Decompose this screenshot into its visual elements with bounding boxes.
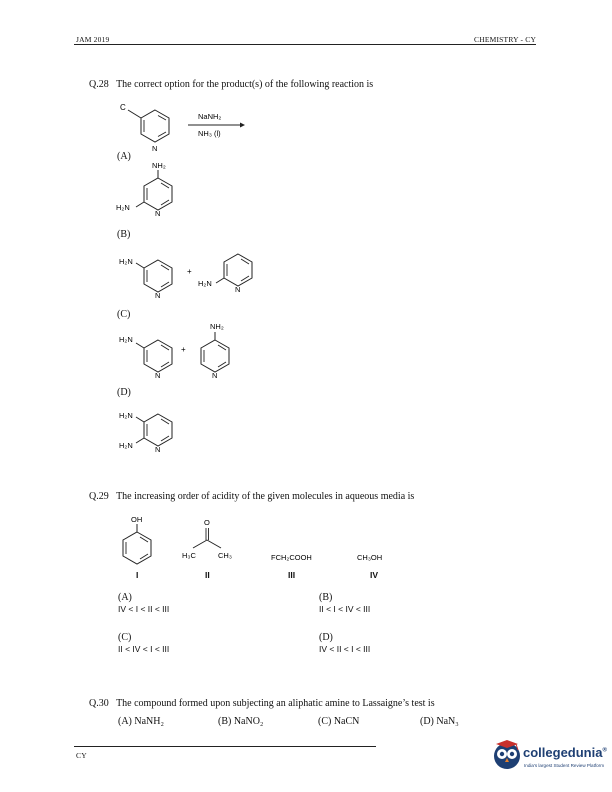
svg-text:NH₂: NH₂ — [210, 322, 224, 331]
svg-text:N: N — [212, 371, 218, 380]
svg-text:N: N — [155, 209, 161, 218]
footer-left: CY — [76, 751, 87, 760]
svg-text:H₂N: H₂N — [116, 203, 130, 212]
q30-option-d: (D) NaN₃ — [420, 716, 459, 727]
q30-option-b: (B) NaNO₂ — [218, 716, 264, 727]
q30-option-a: (A) NaNH₂ — [118, 716, 164, 727]
svg-text:+: + — [187, 267, 192, 276]
q29-roman-iv: IV — [370, 570, 379, 580]
svg-text:N: N — [155, 371, 161, 380]
svg-text:H₂N: H₂N — [119, 411, 133, 420]
q29-text: The increasing order of acidity of the given molecules in aqueous media is — [116, 491, 415, 502]
collegedunia-logo — [492, 738, 607, 774]
q29-option-a-label: (A) — [118, 592, 132, 603]
q30-text: The compound formed upon subjecting an aliphatic amine to Lassaigne’s test is — [116, 698, 435, 709]
q29-option-d-order: IV < II < I < III — [319, 644, 371, 654]
brand-tagline: India's largest Student Review Platform — [524, 763, 605, 768]
svg-text:N: N — [155, 445, 161, 454]
footer-rule — [74, 746, 376, 747]
q29-option-c-order: II < IV < I < III — [118, 644, 170, 654]
q29-option-d-label: (D) — [319, 632, 333, 643]
q28-reagent-top: NaNH₂ — [198, 112, 222, 121]
brand-registered-mark: ® — [602, 747, 607, 754]
svg-text:H₂N: H₂N — [119, 335, 133, 344]
q28-text: The correct option for the product(s) of the following reaction is — [116, 79, 374, 90]
svg-text:H₂N: H₂N — [119, 257, 133, 266]
q29-number: Q.29 — [89, 491, 109, 502]
q29-option-b-order: II < I < IV < III — [319, 604, 371, 614]
q28-option-d-label: (D) — [117, 387, 131, 398]
q28-option-b-label: (B) — [117, 229, 131, 240]
q29-option-a-order: IV < I < II < III — [118, 604, 170, 614]
acetone-h3c-label: H₃C — [182, 551, 196, 560]
q28-reactant-bond — [128, 110, 141, 118]
q29-roman-ii: II — [205, 570, 210, 580]
q29-roman-iii: III — [288, 570, 296, 580]
header-right: CHEMISTRY - CY — [474, 35, 537, 44]
q28-reaction-scheme — [112, 96, 272, 158]
owl-mascot-icon — [492, 738, 522, 772]
methanol-label: CH₃OH — [357, 553, 383, 562]
fluoroacetic-acid-label: FCH₂COOH — [271, 553, 312, 562]
q28-reactant-ring — [141, 110, 169, 142]
q30-option-c: (C) NaCN — [318, 716, 360, 727]
header-rule — [74, 44, 536, 45]
svg-text:H₂N: H₂N — [119, 441, 133, 450]
phenol-oh-label: OH — [131, 515, 143, 524]
q28-option-d-structure — [110, 406, 200, 456]
q28-reactant-substituent: C — [120, 103, 126, 112]
brand-name: collegedunia® — [523, 745, 607, 760]
q28-option-c-structure — [110, 318, 270, 380]
q28-option-a-structure — [110, 158, 190, 220]
svg-text:NH₂: NH₂ — [152, 161, 166, 170]
acetone-ch3-label: CH₃ — [218, 551, 232, 560]
phenol-ring — [123, 532, 151, 564]
svg-text:N: N — [155, 291, 161, 300]
acetone-o-label: O — [204, 518, 210, 527]
q28-reactant-ring-n: N — [152, 144, 158, 153]
q29-molecules — [112, 514, 412, 584]
header-left: JAM 2019 — [76, 35, 110, 44]
svg-text:H₂N: H₂N — [198, 279, 212, 288]
q28-reagent-bottom: NH₃ (l) — [198, 129, 221, 138]
q28-option-c-label: (C) — [117, 309, 131, 320]
q29-roman-i: I — [136, 570, 139, 580]
svg-text:N: N — [235, 285, 241, 294]
svg-text:+: + — [181, 345, 186, 354]
q28-option-a-label: (A) — [117, 151, 131, 162]
q29-option-c-label: (C) — [118, 632, 132, 643]
q30-number: Q.30 — [89, 698, 109, 709]
q28-number: Q.28 — [89, 79, 109, 90]
q28-question — [89, 79, 373, 90]
q29-option-b-label: (B) — [319, 592, 333, 603]
q29-question — [89, 491, 414, 502]
q28-option-b-structure — [110, 244, 270, 300]
q30-question — [89, 698, 435, 709]
